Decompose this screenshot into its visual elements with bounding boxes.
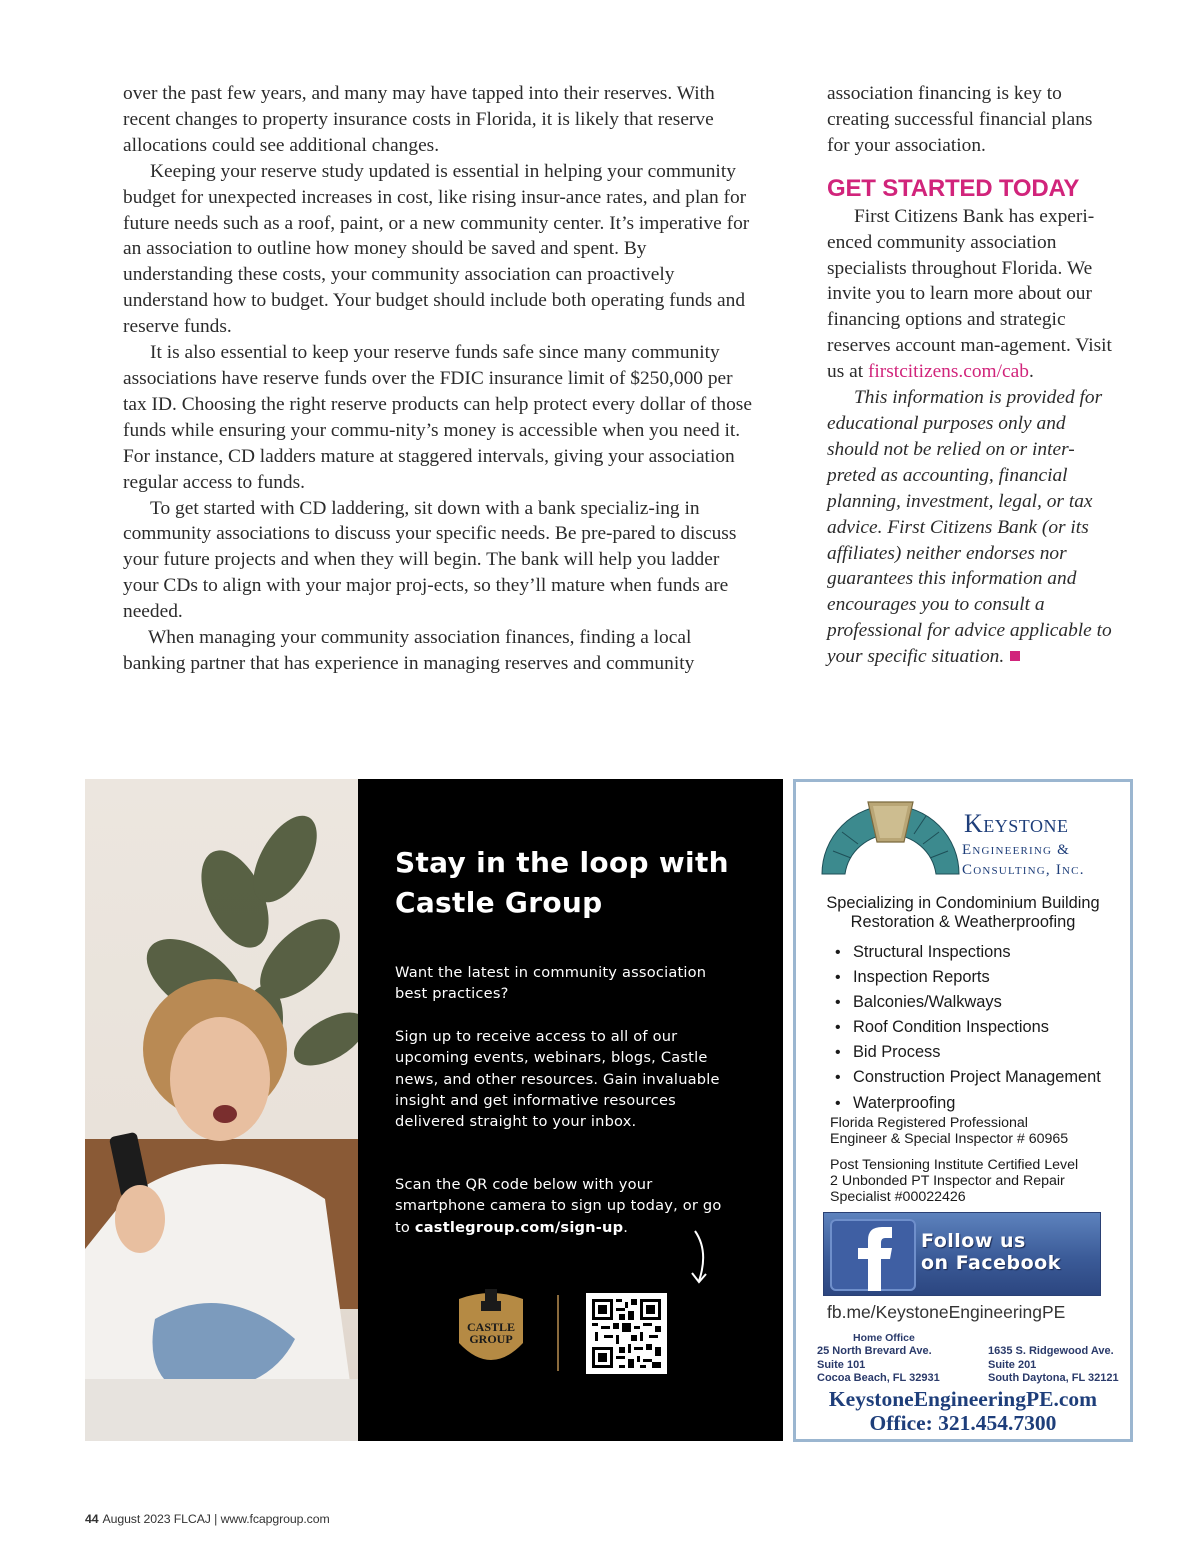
credential-line: Florida Registered Professional: [830, 1115, 1028, 1131]
address-line: Suite 201: [988, 1358, 1037, 1371]
list-item: • Construction Project Management: [835, 1065, 1101, 1090]
castle-logo-line2: GROUP: [469, 1332, 513, 1346]
facebook-follow-text: [921, 1230, 1061, 1274]
page-number: 44: [85, 1512, 99, 1526]
disclaimer: [827, 385, 1119, 670]
keystone-subtitle: [962, 840, 1085, 880]
credential-line: Specialist #00022426: [830, 1188, 966, 1205]
article-continuation: association financing is key to creating successful financial plans for your association.: [827, 83, 1093, 156]
keystone-contact: [796, 1387, 1130, 1435]
office-address-cocoa: [817, 1345, 940, 1386]
keystone-arch-logo-icon: [818, 796, 963, 876]
keystone-specializing: [796, 894, 1130, 931]
list-item: • Bid Process: [835, 1040, 1101, 1065]
section-paragraph: [827, 204, 1119, 385]
address-line: Cocoa Beach, FL 32931: [817, 1372, 940, 1384]
article-paragraph: It is also essential to keep your reserve funds safe since many community associations have reserve funds over the FDIC insurance limit of $250,000 per tax ID. Choosing the right reserve products can help protect every dollar of those funds while ensuring your commu-nity’s money is accessible when you need it. For instance, CD ladders mature at staggered intervals, giving your association regular access to funds.: [123, 342, 752, 493]
address-line: Suite 101: [817, 1358, 866, 1371]
qr-code[interactable]: [586, 1293, 667, 1374]
facebook-f-icon: [830, 1219, 916, 1291]
castle-logo-line1: CASTLE: [466, 1320, 516, 1334]
list-item: • Balconies/Walkways: [835, 990, 1101, 1015]
credential-line: Post Tensioning Institute Certified Level: [830, 1157, 1079, 1173]
section-paragraph-text: First Citizens Bank has experi-enced community association specialists throughout Florida. We invite you to learn more about our financing options and strategic reserves account man-agement. Visit us at: [827, 205, 1112, 383]
article-paragraph: over the past few years, and many may have tapped into their reserves. With recent changes to property insurance costs in Florida, it is likely that reserve allocations could see additional changes.: [123, 83, 715, 156]
facebook-icon: [830, 1219, 916, 1291]
page-footer: [85, 1512, 330, 1526]
castle-group-logo: [455, 1285, 527, 1373]
home-office-label: Home Office: [853, 1332, 915, 1344]
address-line: South Daytona, FL 32121: [988, 1372, 1119, 1384]
castle-title: Stay in the loop with Castle Group: [395, 846, 729, 919]
castle-logo-text: [455, 1321, 527, 1345]
article-right-column: [827, 81, 1119, 670]
keystone-spec-line1: Specializing in Condominium Building: [826, 894, 1100, 912]
keystone-name: Keystone: [964, 809, 1069, 838]
photo-illustration: [85, 779, 358, 1441]
castle-group-ad: [85, 779, 783, 1441]
link-period: .: [1028, 361, 1034, 383]
article-paragraph: Keeping your reserve study updated is essential in helping your community budget for unexpected increases in cost, like rising insur-ance rates, and plan for future needs such as a roof, paint, or a new community center. It’s imperative for an association to outline how money should be saved and spent. By understanding these costs, your community association can proactively understand how to budget. Your budget should include both operating funds and reserve funds.: [123, 160, 750, 338]
footer-issue: August 2023 FLCAJ | www.fcapgroup.com: [102, 1512, 330, 1526]
castle-signup-text: Sign up to receive access to all of our upcoming events, webinars, blogs, Castle news, and other resources. Gain invaluable insight and get informative resources delivered straight to your inbox.: [395, 1028, 720, 1131]
disclaimer-text: This information is provided for educational purposes only and should not be relied on or inter-preted as accounting, financial planning, investment, legal, or tax advice. First Citizens Bank (or its affiliates) neither endorses nor guarantees this information and encourages you to consult a professional for advice applicable to your specific situation.: [827, 387, 1112, 668]
woman-with-phone-photo: [85, 779, 358, 1441]
keystone-services-list: [835, 940, 1101, 1116]
list-item: • Roof Condition Inspections: [835, 1015, 1101, 1040]
credential-line: 2 Unbonded PT Inspector and Repair: [830, 1172, 1065, 1189]
castle-scan-copy: Scan the QR code below with your smartphone camera to sign up today, or go to: [395, 1176, 722, 1236]
castle-url-link[interactable]: castlegroup.com/sign-up: [414, 1218, 624, 1236]
article-left-column: [123, 81, 755, 677]
list-item: • Structural Inspections: [835, 940, 1101, 965]
castle-intro: Want the latest in community association best practices?: [395, 964, 707, 1003]
castle-url-period: .: [623, 1218, 629, 1236]
section-heading: GET STARTED TODAY: [827, 174, 1080, 202]
logo-divider: [557, 1295, 559, 1371]
keystone-website-link[interactable]: KeystoneEngineeringPE.com: [828, 1387, 1098, 1411]
list-item: • Waterproofing: [835, 1091, 1101, 1116]
keystone-subtitle-line1: Engineering &: [962, 842, 1071, 858]
keystone-engineering-ad: [793, 779, 1133, 1442]
facebook-url-link[interactable]: fb.me/KeystoneEngineeringPE: [827, 1302, 1066, 1322]
credential-line: Engineer & Special Inspector # 60965: [830, 1130, 1069, 1147]
curved-arrow-icon: [687, 1229, 717, 1289]
list-item: • Inspection Reports: [835, 965, 1101, 990]
keystone-spec-line2: Restoration & Weatherproofing: [850, 912, 1076, 931]
article-paragraph: When managing your community association finances, finding a local banking partner that has experience in managing reserves and community: [123, 627, 695, 674]
keystone-credential-pti: [830, 1158, 1078, 1205]
keystone-subtitle-line2: Consulting, Inc.: [962, 862, 1085, 878]
facebook-line2: on Facebook: [921, 1252, 1061, 1274]
end-mark-icon: [1010, 651, 1020, 661]
qr-code-icon: [586, 1293, 667, 1374]
keystone-phone[interactable]: Office: 321.454.7300: [869, 1411, 1057, 1435]
article-paragraph: To get started with CD laddering, sit down with a bank specializ-ing in community associations to discuss your specific needs. Be pre-pared to discuss your future projects and when they will begin. The bank will help you ladder your CDs to align with your major proj-ects, so they’ll mature when funds are needed.: [123, 497, 737, 623]
facebook-follow-banner[interactable]: [823, 1212, 1101, 1296]
keystone-credential-pe: [830, 1116, 1068, 1148]
first-citizens-link[interactable]: firstcitizens.com/cab: [867, 361, 1029, 383]
address-line: 25 North Brevard Ave.: [817, 1345, 932, 1357]
address-line: 1635 S. Ridgewood Ave.: [988, 1345, 1114, 1357]
office-address-daytona: [988, 1345, 1119, 1386]
facebook-line1: Follow us: [921, 1230, 1026, 1252]
